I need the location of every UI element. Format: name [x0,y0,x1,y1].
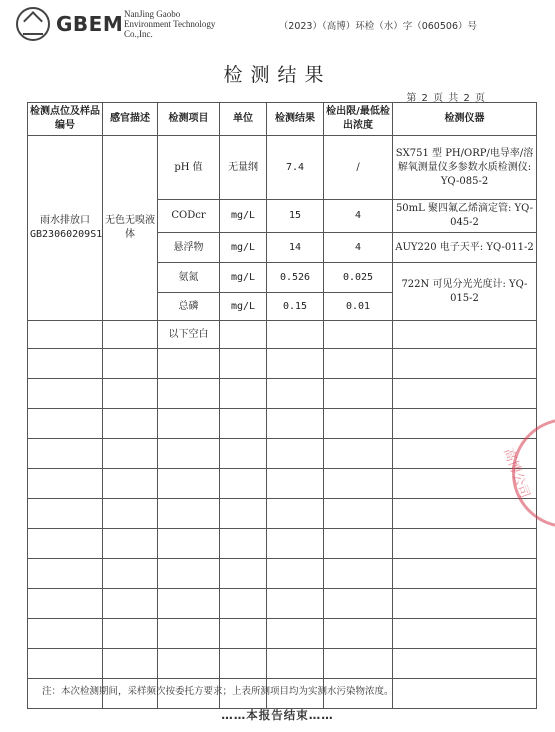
empty-cell [158,379,220,409]
company-line-1: NanJing Gaobo [124,9,181,19]
empty-cell [267,649,324,679]
empty-cell [220,649,267,679]
unit-cell: mg/L [220,200,267,233]
empty-cell [103,529,158,559]
table-row [28,136,537,200]
col-header-result: 检测结果 [267,103,324,136]
empty-cell [220,529,267,559]
item-cell: 氨氮 [158,263,220,293]
table-row [28,379,537,409]
table-row [28,619,537,649]
col-header-unit: 单位 [220,103,267,136]
empty-cell [393,619,537,649]
table-header-row [28,103,537,136]
empty-cell [220,589,267,619]
company-line-3: Co.,Inc. [124,29,153,39]
empty-cell [324,349,393,379]
limit-cell: 4 [324,200,393,233]
instrument-cell: 722N 可见分光光度计: YQ-015-2 [393,263,537,321]
empty-cell [220,349,267,379]
empty-cell [220,559,267,589]
empty-cell [103,559,158,589]
empty-cell [324,649,393,679]
limit-cell: 0.01 [324,293,393,321]
sample-location: 雨水排放口 [40,215,90,226]
empty-cell [103,499,158,529]
empty-cell [393,559,537,589]
logo-text: GBEM [56,12,124,36]
empty-cell [103,439,158,469]
empty-cell [267,529,324,559]
company-logo-icon [16,7,50,41]
table-row [28,529,537,559]
empty-cell [267,321,324,349]
empty-cell [158,529,220,559]
document-number: （2023）（高博）环检（水）字（060506）号 [278,21,477,32]
empty-cell [324,589,393,619]
empty-cell [103,649,158,679]
instrument-cell: AUY220 电子天平: YQ-011-2 [393,233,537,263]
empty-cell [28,321,103,349]
table-row [28,499,537,529]
limit-cell: 4 [324,233,393,263]
empty-cell [28,379,103,409]
empty-cell [324,379,393,409]
empty-cell [158,649,220,679]
company-line-2: Environment Technology [124,19,216,29]
empty-cell [267,439,324,469]
empty-cell [393,589,537,619]
table-row [28,439,537,469]
table-row [28,409,537,439]
empty-cell [324,559,393,589]
empty-cell [28,439,103,469]
empty-cell [220,321,267,349]
empty-cell [267,409,324,439]
empty-cell [324,409,393,439]
empty-cell [267,349,324,379]
report-header [0,0,555,45]
unit-cell: mg/L [220,293,267,321]
empty-cell [267,619,324,649]
empty-cell [28,469,103,499]
page-info: 第 2 页 共 2 页 [406,93,485,104]
empty-cell [324,619,393,649]
empty-cell [103,409,158,439]
empty-cell [28,649,103,679]
empty-cell [103,349,158,379]
table-row [28,349,537,379]
sensory-cell: 无色无嗅液体 [103,136,158,321]
table-row [28,559,537,589]
empty-cell [220,619,267,649]
table-row [28,649,537,679]
empty-cell [28,499,103,529]
empty-cell [158,619,220,649]
empty-cell [267,559,324,589]
empty-cell [267,499,324,529]
page-title: 检测结果 [223,64,332,86]
empty-cell [393,649,537,679]
sample-location-cell [28,136,103,321]
limit-cell: / [324,136,393,200]
empty-cell [28,409,103,439]
result-cell: 0.526 [267,263,324,293]
empty-cell [158,589,220,619]
empty-cell [324,439,393,469]
blank-marker: 以下空白 [158,321,220,349]
empty-cell [158,349,220,379]
empty-cell [393,349,537,379]
sample-id: GB23060209S1 [30,229,103,240]
instrument-cell: SX751 型 PH/ORP/电导率/溶解氧测量仪多参数水质检测仪: YQ-085-2 [393,136,537,200]
empty-cell [158,409,220,439]
footnote: 注：本次检测期间，采样频次按委托方要求；上表所测项目均为实测水污染物浓度。 [42,686,394,697]
empty-cell [158,559,220,589]
seal-text: 高博公司 [500,446,533,501]
empty-cell [28,619,103,649]
item-cell: CODcr [158,200,220,233]
table-row [28,589,537,619]
unit-cell: mg/L [220,233,267,263]
empty-cell [103,469,158,499]
col-header-location: 检测点位及样品编号 [28,103,103,136]
empty-cell [103,321,158,349]
table-row [28,321,537,349]
empty-cell [324,469,393,499]
report-end-marker: ……本报告结束…… [221,708,334,722]
empty-cell [393,379,537,409]
result-cell: 0.15 [267,293,324,321]
results-table [27,102,537,709]
empty-cell [28,559,103,589]
empty-cell [158,469,220,499]
empty-cell [393,321,537,349]
instrument-cell: 50mL 聚四氟乙烯滴定管: YQ-045-2 [393,200,537,233]
unit-cell: mg/L [220,263,267,293]
empty-cell [103,589,158,619]
empty-cell [158,439,220,469]
empty-cell [393,409,537,439]
limit-cell: 0.025 [324,263,393,293]
empty-cell [220,409,267,439]
col-header-instrument: 检测仪器 [393,103,537,136]
item-cell: pH 值 [158,136,220,200]
empty-cell [220,379,267,409]
table-row [28,469,537,499]
col-header-sensory: 感官描述 [103,103,158,136]
empty-cell [28,349,103,379]
empty-cell [324,529,393,559]
empty-cell [103,619,158,649]
empty-cell [267,589,324,619]
empty-cell [28,589,103,619]
empty-cell [324,321,393,349]
empty-cell [103,379,158,409]
col-header-item: 检测项目 [158,103,220,136]
result-cell: 14 [267,233,324,263]
empty-cell [220,469,267,499]
company-name [124,9,215,39]
empty-cell [393,529,537,559]
empty-cell [393,499,537,529]
empty-cell [324,499,393,529]
empty-cell [158,499,220,529]
item-cell: 总磷 [158,293,220,321]
empty-cell [220,439,267,469]
item-cell: 悬浮物 [158,233,220,263]
result-cell: 7.4 [267,136,324,200]
empty-cell [220,499,267,529]
col-header-limit: 检出限/最低检出浓度 [324,103,393,136]
empty-cell [267,469,324,499]
empty-cell [393,679,537,709]
empty-cell [28,529,103,559]
unit-cell: 无量纲 [220,136,267,200]
result-cell: 15 [267,200,324,233]
empty-cell [267,379,324,409]
